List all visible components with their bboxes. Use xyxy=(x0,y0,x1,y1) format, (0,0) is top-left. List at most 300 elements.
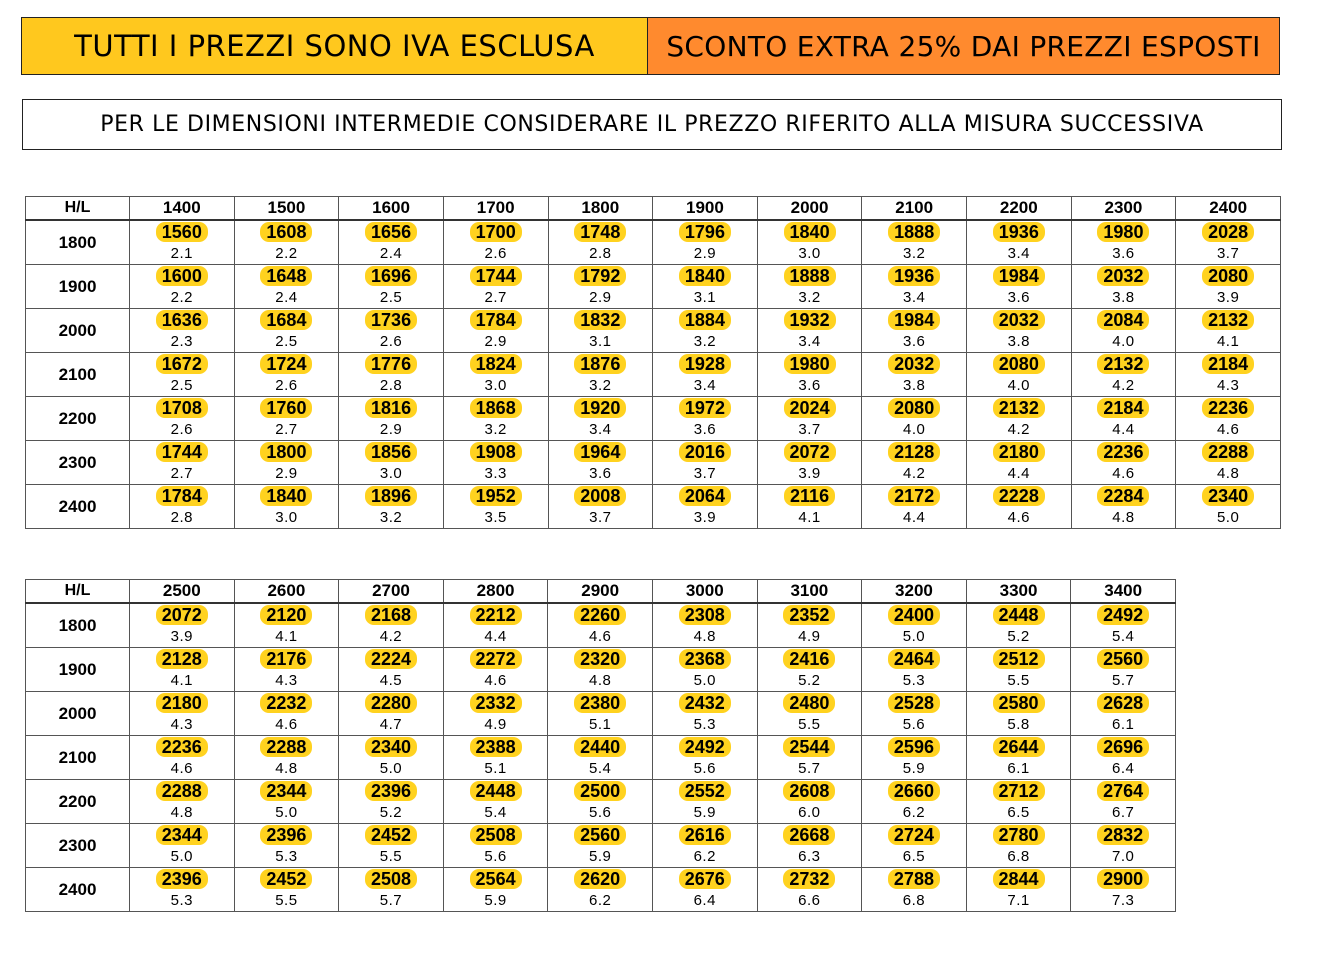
area-value: 2.9 xyxy=(339,419,444,441)
area-value: 5.4 xyxy=(1071,626,1176,648)
price-value: 2440 xyxy=(574,737,626,757)
area-value: 6.6 xyxy=(757,890,862,912)
price-cell xyxy=(757,441,862,464)
price-cell xyxy=(862,265,967,288)
price-row xyxy=(26,824,1176,847)
area-row xyxy=(26,507,1281,529)
area-value: 3.9 xyxy=(1176,287,1281,309)
width-header: 3300 xyxy=(966,580,1071,604)
price-value: 2368 xyxy=(679,649,731,669)
area-value: 2.5 xyxy=(339,287,444,309)
price-value: 2396 xyxy=(260,825,312,845)
price-value: 2212 xyxy=(470,605,522,625)
price-cell xyxy=(966,824,1071,847)
price-value: 1840 xyxy=(260,486,312,506)
width-header: 1400 xyxy=(130,197,235,221)
area-value: 5.0 xyxy=(652,670,757,692)
area-value: 3.2 xyxy=(339,507,444,529)
price-value: 2380 xyxy=(574,693,626,713)
price-cell xyxy=(548,441,653,464)
price-cell xyxy=(443,692,548,715)
area-value: 3.7 xyxy=(548,507,653,529)
area-value: 4.1 xyxy=(130,670,235,692)
area-value: 3.0 xyxy=(443,375,548,397)
price-value: 1936 xyxy=(993,222,1045,242)
area-value: 5.6 xyxy=(862,714,967,736)
area-value: 3.7 xyxy=(1176,243,1281,265)
price-value: 2180 xyxy=(156,693,208,713)
area-value: 4.4 xyxy=(967,463,1072,485)
area-value: 5.3 xyxy=(130,890,235,912)
height-header: 2200 xyxy=(26,780,130,824)
price-cell xyxy=(339,353,444,376)
price-value: 1984 xyxy=(993,266,1045,286)
area-value: 3.1 xyxy=(548,331,653,353)
width-header: 2700 xyxy=(339,580,444,604)
price-value: 1816 xyxy=(365,398,417,418)
area-value: 3.2 xyxy=(443,419,548,441)
price-value: 2528 xyxy=(888,693,940,713)
area-value: 5.1 xyxy=(443,758,548,780)
price-value: 2032 xyxy=(888,354,940,374)
price-cell xyxy=(130,309,235,332)
price-value: 2184 xyxy=(1202,354,1254,374)
price-value: 2560 xyxy=(1097,649,1149,669)
price-cell xyxy=(234,397,339,420)
area-row xyxy=(26,331,1281,353)
price-cell xyxy=(548,485,653,508)
area-value: 4.3 xyxy=(234,670,339,692)
width-header: 2500 xyxy=(130,580,235,604)
width-header: 2300 xyxy=(1071,197,1176,221)
price-value: 2492 xyxy=(1097,605,1149,625)
area-value: 6.5 xyxy=(966,802,1071,824)
price-value: 1856 xyxy=(365,442,417,462)
price-cell xyxy=(862,397,967,420)
width-header: 3100 xyxy=(757,580,862,604)
price-value: 2236 xyxy=(1097,442,1149,462)
price-value: 2080 xyxy=(1202,266,1254,286)
price-cell xyxy=(234,265,339,288)
price-cell xyxy=(443,265,548,288)
price-cell xyxy=(653,441,758,464)
area-value: 2.4 xyxy=(339,243,444,265)
price-value: 2616 xyxy=(679,825,731,845)
price-value: 2120 xyxy=(260,605,312,625)
area-value: 3.6 xyxy=(757,375,862,397)
area-value: 6.8 xyxy=(966,846,1071,868)
price-value: 2780 xyxy=(993,825,1045,845)
height-header: 2400 xyxy=(26,868,130,912)
price-cell xyxy=(1071,265,1176,288)
price-cell xyxy=(652,868,757,891)
price-value: 1684 xyxy=(260,310,312,330)
price-cell xyxy=(130,441,235,464)
area-value: 2.3 xyxy=(130,331,235,353)
area-value: 5.6 xyxy=(443,846,548,868)
area-value: 6.2 xyxy=(652,846,757,868)
area-value: 3.8 xyxy=(1071,287,1176,309)
price-cell xyxy=(862,353,967,376)
price-cell xyxy=(234,692,339,715)
price-cell xyxy=(1071,780,1176,803)
price-value: 2236 xyxy=(1202,398,1254,418)
area-value: 6.1 xyxy=(1071,714,1176,736)
price-cell xyxy=(652,692,757,715)
price-row xyxy=(26,736,1176,759)
price-value: 2452 xyxy=(260,869,312,889)
price-cell xyxy=(443,736,548,759)
price-value: 2132 xyxy=(1202,310,1254,330)
height-header: 2200 xyxy=(26,397,130,441)
price-cell xyxy=(757,648,862,671)
price-row xyxy=(26,265,1281,288)
area-value: 7.3 xyxy=(1071,890,1176,912)
area-value: 3.2 xyxy=(548,375,653,397)
area-value: 4.3 xyxy=(1176,375,1281,397)
price-cell xyxy=(339,220,444,243)
price-value: 2388 xyxy=(470,737,522,757)
price-value: 2352 xyxy=(783,605,835,625)
area-row xyxy=(26,758,1176,780)
price-cell xyxy=(1071,648,1176,671)
price-cell xyxy=(862,780,967,803)
area-value: 2.8 xyxy=(339,375,444,397)
price-value: 2696 xyxy=(1097,737,1149,757)
price-cell xyxy=(757,603,862,626)
area-value: 3.4 xyxy=(653,375,758,397)
area-value: 3.8 xyxy=(862,375,967,397)
area-value: 6.0 xyxy=(757,802,862,824)
width-header: 1500 xyxy=(234,197,339,221)
price-cell xyxy=(339,824,444,847)
price-value: 2620 xyxy=(574,869,626,889)
price-value: 2032 xyxy=(1097,266,1149,286)
price-value: 1868 xyxy=(470,398,522,418)
price-value: 2172 xyxy=(888,486,940,506)
price-value: 2344 xyxy=(260,781,312,801)
price-value: 2236 xyxy=(156,737,208,757)
price-cell xyxy=(757,736,862,759)
height-header: 1900 xyxy=(26,648,130,692)
price-value: 2180 xyxy=(993,442,1045,462)
height-header: 2100 xyxy=(26,353,130,397)
price-value: 2464 xyxy=(888,649,940,669)
area-value: 3.9 xyxy=(130,626,235,648)
area-value: 7.0 xyxy=(1071,846,1176,868)
price-value: 2724 xyxy=(888,825,940,845)
price-value: 2228 xyxy=(993,486,1045,506)
price-value: 1840 xyxy=(679,266,731,286)
area-value: 3.0 xyxy=(234,507,339,529)
price-cell xyxy=(966,868,1071,891)
price-cell xyxy=(862,868,967,891)
price-cell xyxy=(234,603,339,626)
area-value: 4.6 xyxy=(1071,463,1176,485)
price-value: 2512 xyxy=(993,649,1045,669)
price-cell xyxy=(548,780,653,803)
price-cell xyxy=(339,309,444,332)
price-cell xyxy=(967,265,1072,288)
area-value: 2.5 xyxy=(234,331,339,353)
area-value: 4.1 xyxy=(757,507,862,529)
price-value: 1980 xyxy=(784,354,836,374)
price-row xyxy=(26,441,1281,464)
price-value: 2500 xyxy=(574,781,626,801)
price-value: 1792 xyxy=(574,266,626,286)
price-value: 1920 xyxy=(574,398,626,418)
area-value: 4.6 xyxy=(967,507,1072,529)
price-cell xyxy=(1071,309,1176,332)
price-cell xyxy=(130,736,235,759)
price-cell xyxy=(548,353,653,376)
price-cell xyxy=(339,736,444,759)
price-value: 2128 xyxy=(156,649,208,669)
area-value: 4.8 xyxy=(1071,507,1176,529)
area-value: 5.0 xyxy=(130,846,235,868)
price-value: 1744 xyxy=(156,442,208,462)
width-header: 3400 xyxy=(1071,580,1176,604)
price-value: 1748 xyxy=(574,222,626,242)
price-cell xyxy=(652,736,757,759)
height-header: 1800 xyxy=(26,603,130,648)
area-value: 3.5 xyxy=(443,507,548,529)
area-value: 4.7 xyxy=(339,714,444,736)
area-value: 3.6 xyxy=(967,287,1072,309)
area-value: 5.9 xyxy=(443,890,548,912)
area-value: 3.2 xyxy=(653,331,758,353)
corner-label: H/L xyxy=(26,197,130,221)
price-cell xyxy=(548,220,653,243)
area-row xyxy=(26,375,1281,397)
price-value: 1700 xyxy=(470,222,522,242)
price-cell xyxy=(130,648,235,671)
price-cell xyxy=(234,648,339,671)
area-value: 6.1 xyxy=(966,758,1071,780)
area-value: 5.4 xyxy=(443,802,548,824)
price-cell xyxy=(1176,265,1281,288)
area-value: 2.2 xyxy=(234,243,339,265)
area-value: 3.2 xyxy=(862,243,967,265)
area-value: 5.0 xyxy=(339,758,444,780)
price-cell xyxy=(653,353,758,376)
price-cell xyxy=(652,780,757,803)
area-value: 4.8 xyxy=(130,802,235,824)
price-cell xyxy=(548,309,653,332)
area-value: 4.0 xyxy=(862,419,967,441)
price-value: 1884 xyxy=(679,310,731,330)
price-cell xyxy=(757,220,862,243)
area-value: 2.9 xyxy=(234,463,339,485)
price-cell xyxy=(548,648,653,671)
price-cell xyxy=(443,309,548,332)
width-header: 1900 xyxy=(653,197,758,221)
price-value: 1600 xyxy=(156,266,208,286)
price-value: 2480 xyxy=(783,693,835,713)
area-value: 4.1 xyxy=(234,626,339,648)
price-cell xyxy=(966,692,1071,715)
price-cell xyxy=(339,603,444,626)
width-header: 2900 xyxy=(548,580,653,604)
price-cell xyxy=(234,220,339,243)
area-value: 3.7 xyxy=(757,419,862,441)
price-cell xyxy=(339,265,444,288)
width-header: 2200 xyxy=(967,197,1072,221)
price-value: 2080 xyxy=(993,354,1045,374)
area-value: 4.8 xyxy=(234,758,339,780)
price-cell xyxy=(653,265,758,288)
price-cell xyxy=(966,603,1071,626)
area-row xyxy=(26,670,1176,692)
price-cell xyxy=(652,824,757,847)
width-header: 1600 xyxy=(339,197,444,221)
width-header: 3000 xyxy=(652,580,757,604)
area-value: 4.8 xyxy=(652,626,757,648)
area-value: 5.4 xyxy=(548,758,653,780)
price-table-1 xyxy=(25,196,1281,529)
price-cell xyxy=(130,603,235,626)
price-cell xyxy=(1071,353,1176,376)
area-value: 2.1 xyxy=(130,243,235,265)
price-cell xyxy=(1071,692,1176,715)
price-value: 2492 xyxy=(679,737,731,757)
price-row xyxy=(26,692,1176,715)
area-value: 5.3 xyxy=(234,846,339,868)
area-value: 5.9 xyxy=(548,846,653,868)
price-value: 2844 xyxy=(993,869,1045,889)
area-value: 5.6 xyxy=(652,758,757,780)
price-cell xyxy=(234,485,339,508)
price-cell xyxy=(339,441,444,464)
price-value: 1928 xyxy=(679,354,731,374)
price-value: 2184 xyxy=(1097,398,1149,418)
area-value: 6.4 xyxy=(1071,758,1176,780)
area-value: 2.9 xyxy=(548,287,653,309)
price-value: 2564 xyxy=(470,869,522,889)
area-value: 3.4 xyxy=(862,287,967,309)
price-value: 1984 xyxy=(888,310,940,330)
width-header: 1700 xyxy=(443,197,548,221)
price-value: 2332 xyxy=(470,693,522,713)
price-cell xyxy=(130,692,235,715)
price-value: 1648 xyxy=(260,266,312,286)
area-value: 5.0 xyxy=(234,802,339,824)
price-cell xyxy=(234,441,339,464)
price-cell xyxy=(862,692,967,715)
vat-excluded-notice: TUTTI I PREZZI SONO IVA ESCLUSA xyxy=(22,18,648,74)
area-value: 3.0 xyxy=(339,463,444,485)
price-cell xyxy=(862,485,967,508)
area-value: 5.9 xyxy=(652,802,757,824)
area-value: 2.6 xyxy=(443,243,548,265)
price-cell xyxy=(1071,485,1176,508)
area-row xyxy=(26,287,1281,309)
price-cell xyxy=(548,397,653,420)
price-value: 1840 xyxy=(784,222,836,242)
price-value: 2764 xyxy=(1097,781,1149,801)
price-value: 1800 xyxy=(260,442,312,462)
price-cell xyxy=(234,309,339,332)
area-value: 5.5 xyxy=(339,846,444,868)
price-cell xyxy=(1071,603,1176,626)
width-header: 2100 xyxy=(862,197,967,221)
price-value: 1832 xyxy=(574,310,626,330)
price-table-2 xyxy=(25,579,1176,912)
price-cell xyxy=(443,485,548,508)
area-value: 4.9 xyxy=(443,714,548,736)
price-value: 2676 xyxy=(679,869,731,889)
area-row xyxy=(26,243,1281,265)
price-cell xyxy=(339,692,444,715)
area-value: 5.7 xyxy=(1071,670,1176,692)
area-value: 4.6 xyxy=(130,758,235,780)
price-row xyxy=(26,220,1281,243)
area-value: 3.4 xyxy=(548,419,653,441)
area-value: 4.6 xyxy=(1176,419,1281,441)
price-row xyxy=(26,780,1176,803)
price-value: 1724 xyxy=(260,354,312,374)
area-value: 4.2 xyxy=(862,463,967,485)
price-value: 2452 xyxy=(365,825,417,845)
price-value: 2400 xyxy=(888,605,940,625)
price-value: 2608 xyxy=(783,781,835,801)
price-value: 1636 xyxy=(156,310,208,330)
price-value: 1608 xyxy=(260,222,312,242)
area-value: 4.1 xyxy=(1176,331,1281,353)
price-value: 1744 xyxy=(470,266,522,286)
area-value: 3.7 xyxy=(653,463,758,485)
area-value: 4.0 xyxy=(967,375,1072,397)
area-value: 3.9 xyxy=(653,507,758,529)
info-banner xyxy=(21,17,1280,75)
area-value: 5.2 xyxy=(966,626,1071,648)
price-cell xyxy=(1071,220,1176,243)
price-cell xyxy=(443,220,548,243)
height-header: 2000 xyxy=(26,309,130,353)
area-value: 5.1 xyxy=(548,714,653,736)
price-cell xyxy=(548,868,653,891)
price-value: 2712 xyxy=(993,781,1045,801)
width-header: 3200 xyxy=(862,580,967,604)
price-value: 2320 xyxy=(574,649,626,669)
area-value: 3.0 xyxy=(757,243,862,265)
price-cell xyxy=(443,353,548,376)
price-value: 2008 xyxy=(574,486,626,506)
price-value: 2340 xyxy=(365,737,417,757)
price-value: 2448 xyxy=(470,781,522,801)
area-row xyxy=(26,714,1176,736)
price-value: 1908 xyxy=(470,442,522,462)
price-cell xyxy=(1176,441,1281,464)
price-value: 1760 xyxy=(260,398,312,418)
area-value: 5.5 xyxy=(966,670,1071,692)
price-value: 1736 xyxy=(365,310,417,330)
area-value: 6.5 xyxy=(862,846,967,868)
price-value: 2396 xyxy=(365,781,417,801)
price-value: 2232 xyxy=(260,693,312,713)
width-header: 2000 xyxy=(757,197,862,221)
price-value: 1972 xyxy=(679,398,731,418)
price-cell xyxy=(130,397,235,420)
price-cell xyxy=(757,868,862,891)
price-cell xyxy=(234,868,339,891)
price-cell xyxy=(967,220,1072,243)
price-value: 2508 xyxy=(365,869,417,889)
price-value: 2416 xyxy=(783,649,835,669)
area-value: 4.4 xyxy=(1071,419,1176,441)
area-value: 2.8 xyxy=(130,507,235,529)
price-cell xyxy=(967,485,1072,508)
